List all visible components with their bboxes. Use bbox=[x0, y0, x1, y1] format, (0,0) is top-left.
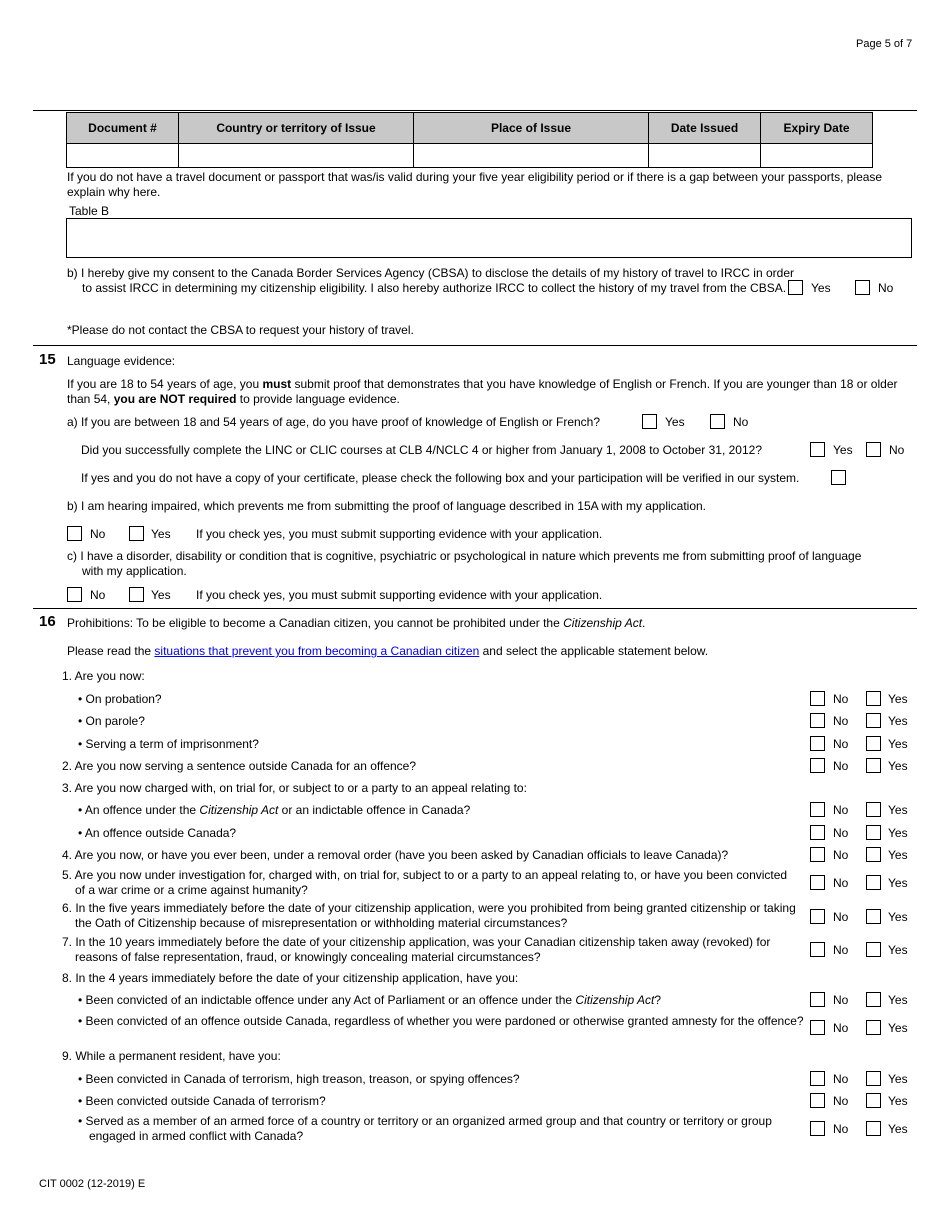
q2-no-checkbox[interactable] bbox=[810, 758, 825, 773]
col-date-issued: Date Issued bbox=[649, 113, 761, 144]
read-situations-text bbox=[67, 644, 708, 658]
q8b-yes-checkbox[interactable] bbox=[866, 1020, 881, 1035]
language-intro bbox=[67, 377, 915, 407]
q1b-yes-checkbox[interactable] bbox=[866, 713, 881, 728]
q9b-no-label: No bbox=[833, 1094, 849, 1108]
15a-no-label: No bbox=[733, 415, 749, 429]
q3a-label bbox=[78, 803, 470, 817]
q7-yes-checkbox[interactable] bbox=[866, 942, 881, 957]
q9b-no-checkbox[interactable] bbox=[810, 1093, 825, 1108]
q5-yes-label: Yes bbox=[888, 876, 908, 890]
q9-label: 9. While a permanent resident, have you: bbox=[62, 1049, 281, 1063]
section-15-number: 15 bbox=[39, 351, 56, 368]
q3a-part: • An offence under the bbox=[78, 803, 200, 817]
q8a-yes-label: Yes bbox=[888, 993, 908, 1007]
linc-no-label: No bbox=[889, 443, 905, 457]
linc-no-checkbox[interactable] bbox=[866, 442, 881, 457]
q7-no-checkbox[interactable] bbox=[810, 942, 825, 957]
q4-label: 4. Are you now, or have you ever been, under a removal order (have you been asked by Canadian officials to leave Canada)? bbox=[62, 848, 729, 862]
q9b-yes-checkbox[interactable] bbox=[866, 1093, 881, 1108]
title-part: . bbox=[642, 616, 646, 630]
q9b-label: • Been convicted outside Canada of terrorism? bbox=[78, 1094, 326, 1108]
document-number-input[interactable] bbox=[67, 144, 179, 168]
section-15-title: Language evidence: bbox=[67, 354, 176, 368]
15b-yes-label: Yes bbox=[151, 527, 171, 541]
q6-yes-checkbox[interactable] bbox=[866, 909, 881, 924]
q9c-yes-label: Yes bbox=[888, 1122, 908, 1136]
situations-link[interactable]: situations that prevent you from becoming a Canadian citizen bbox=[154, 644, 480, 658]
q9a-label: • Been convicted in Canada of terrorism, high treason, treason, or spying offences? bbox=[78, 1072, 520, 1086]
question-15a: a) If you are between 18 and 54 years of age, do you have proof of knowledge of English or French? bbox=[67, 415, 601, 429]
q9c-yes-checkbox[interactable] bbox=[866, 1121, 881, 1136]
table-row bbox=[67, 144, 873, 168]
expiry-date-input[interactable] bbox=[761, 144, 873, 168]
read-part: and select the applicable statement below. bbox=[479, 644, 709, 658]
consent-no-label: No bbox=[878, 281, 894, 295]
q1b-yes-label: Yes bbox=[888, 714, 908, 728]
15c-evidence-note: If you check yes, you must submit supporting evidence with your application. bbox=[196, 588, 603, 602]
q2-yes-label: Yes bbox=[888, 759, 908, 773]
q5-yes-checkbox[interactable] bbox=[866, 875, 881, 890]
q2-yes-checkbox[interactable] bbox=[866, 758, 881, 773]
15c-yes-checkbox[interactable] bbox=[129, 587, 144, 602]
read-part: Please read the bbox=[67, 644, 155, 658]
q8a-yes-checkbox[interactable] bbox=[866, 992, 881, 1007]
linc-question: Did you successfully complete the LINC or CLIC courses at CLB 4/NCLC 4 or higher from January 1, 2008 to October 31, 2012? bbox=[81, 443, 762, 457]
linc-yes-label: Yes bbox=[833, 443, 853, 457]
q6-no-checkbox[interactable] bbox=[810, 909, 825, 924]
q3a-part: or an indictable offence in Canada? bbox=[278, 803, 471, 817]
15a-yes-label: Yes bbox=[665, 415, 685, 429]
title-part: Prohibitions: To be eligible to become a Canadian citizen, you cannot be prohibited under the bbox=[67, 616, 564, 630]
q7-label: 7. In the 10 years immediately before the date of your citizenship application, was your Canadian citizenship taken away (revoked) for reasons of false representation, fraud, or knowingly concealing material circumstances? bbox=[62, 935, 771, 964]
q4-no-label: No bbox=[833, 848, 849, 862]
q3b-yes-label: Yes bbox=[888, 826, 908, 840]
q1a-no-label: No bbox=[833, 692, 849, 706]
intro-part: to provide language evidence. bbox=[236, 392, 400, 406]
q8a-label bbox=[78, 993, 661, 1007]
question-15c: c) I have a disorder, disability or condition that is cognitive, psychiatric or psychological in nature which prevents me from submitting proof of language with my application. bbox=[67, 549, 862, 578]
q8b-no-checkbox[interactable] bbox=[810, 1020, 825, 1035]
q3a-yes-label: Yes bbox=[888, 803, 908, 817]
question-15b: b) I am hearing impaired, which prevents me from submitting the proof of language described in 15A with my application. bbox=[67, 499, 706, 513]
q9b-yes-label: Yes bbox=[888, 1094, 908, 1108]
certificate-text: If yes and you do not have a copy of your certificate, please check the following box and your participation will be verified in our system. bbox=[81, 471, 800, 485]
col-place: Place of Issue bbox=[414, 113, 649, 144]
q1a-label: • On probation? bbox=[78, 692, 162, 706]
q1c-no-label: No bbox=[833, 737, 849, 751]
q9a-no-checkbox[interactable] bbox=[810, 1071, 825, 1086]
q6-label: 6. In the five years immediately before the date of your citizenship application, were you prohibited from being granted citizenship or taking the Oath of Citizenship because of misrepresentation or withholding material circumstances? bbox=[62, 901, 796, 930]
q3b-yes-checkbox[interactable] bbox=[866, 825, 881, 840]
q1c-yes-label: Yes bbox=[888, 737, 908, 751]
q1b-no-checkbox[interactable] bbox=[810, 713, 825, 728]
gap-explanation-text: If you do not have a travel document or passport that was/is valid during your five year eligibility period or if there is a gap between your passports, please explain why here. bbox=[67, 170, 883, 199]
q8a-part: ? bbox=[654, 993, 662, 1007]
q3-label: 3. Are you now charged with, on trial for, or subject to or a party to an appeal relating to: bbox=[62, 781, 527, 795]
q3a-no-label: No bbox=[833, 803, 849, 817]
q1a-yes-checkbox[interactable] bbox=[866, 691, 881, 706]
q8-label: 8. In the 4 years immediately before the date of your citizenship application, have you: bbox=[62, 971, 519, 985]
intro-part: submit proof that demonstrates that you have knowledge of English or French. If you are younger than 18 or older than 54, bbox=[67, 377, 898, 406]
q6-no-label: No bbox=[833, 910, 849, 924]
col-document-number: Document # bbox=[67, 113, 179, 144]
col-expiry-date: Expiry Date bbox=[761, 113, 873, 144]
q1-label: 1. Are you now: bbox=[62, 669, 145, 683]
q9a-yes-label: Yes bbox=[888, 1072, 908, 1086]
q2-no-label: No bbox=[833, 759, 849, 773]
country-input[interactable] bbox=[179, 144, 414, 168]
q7-yes-label: Yes bbox=[888, 943, 908, 957]
15a-yes-checkbox[interactable] bbox=[642, 414, 657, 429]
date-issued-input[interactable] bbox=[649, 144, 761, 168]
q3a-yes-checkbox[interactable] bbox=[866, 802, 881, 817]
consent-yes-label: Yes bbox=[811, 281, 831, 295]
q6-yes-label: Yes bbox=[888, 910, 908, 924]
15a-no-checkbox[interactable] bbox=[710, 414, 725, 429]
intro-part: If you are 18 to 54 years of age, you bbox=[67, 377, 263, 391]
15b-no-checkbox[interactable] bbox=[67, 526, 82, 541]
q9c-label: • Served as a member of an armed force of a country or territory or an organized armed group and that country or territory or group engaged in armed conflict with Canada? bbox=[78, 1114, 772, 1143]
linc-yes-checkbox[interactable] bbox=[810, 442, 825, 457]
section-16-number: 16 bbox=[39, 613, 56, 630]
intro-must: must bbox=[262, 377, 292, 391]
section-16-title bbox=[67, 616, 645, 630]
q1a-yes-label: Yes bbox=[888, 692, 908, 706]
q4-yes-checkbox[interactable] bbox=[866, 847, 881, 862]
q1a-no-checkbox[interactable] bbox=[810, 691, 825, 706]
q1c-yes-checkbox[interactable] bbox=[866, 736, 881, 751]
q1b-no-label: No bbox=[833, 714, 849, 728]
q3b-no-checkbox[interactable] bbox=[810, 825, 825, 840]
cbsa-note: *Please do not contact the CBSA to request your history of travel. bbox=[67, 323, 414, 337]
q8a-no-label: No bbox=[833, 993, 849, 1007]
table-b-label: Table B bbox=[69, 204, 110, 218]
q3a-no-checkbox[interactable] bbox=[810, 802, 825, 817]
q9a-yes-checkbox[interactable] bbox=[866, 1071, 881, 1086]
q2-label: 2. Are you now serving a sentence outside Canada for an offence? bbox=[62, 759, 417, 773]
col-country: Country or territory of Issue bbox=[179, 113, 414, 144]
section-divider bbox=[33, 608, 917, 609]
q1b-label: • On parole? bbox=[78, 714, 145, 728]
q1c-label: • Serving a term of imprisonment? bbox=[78, 737, 259, 751]
travel-document-table bbox=[66, 112, 873, 168]
15b-evidence-note: If you check yes, you must submit supporting evidence with your application. bbox=[196, 527, 603, 541]
q8a-part: • Been convicted of an indictable offence under any Act of Parliament or an offence under the bbox=[78, 993, 576, 1007]
q3b-no-label: No bbox=[833, 826, 849, 840]
q8a-no-checkbox[interactable] bbox=[810, 992, 825, 1007]
15c-no-checkbox[interactable] bbox=[67, 587, 82, 602]
q9c-no-checkbox[interactable] bbox=[810, 1121, 825, 1136]
q4-no-checkbox[interactable] bbox=[810, 847, 825, 862]
form-code: CIT 0002 (12-2019) E bbox=[39, 1178, 146, 1190]
consent-yes-checkbox[interactable] bbox=[788, 280, 803, 295]
15c-no-label: No bbox=[90, 588, 106, 602]
15b-yes-checkbox[interactable] bbox=[129, 526, 144, 541]
15c-yes-label: Yes bbox=[151, 588, 171, 602]
q4-yes-label: Yes bbox=[888, 848, 908, 862]
q3a-act: Citizenship Act bbox=[199, 803, 279, 817]
consent-no-checkbox[interactable] bbox=[855, 280, 870, 295]
section-divider bbox=[33, 345, 917, 346]
certificate-checkbox[interactable] bbox=[831, 470, 846, 485]
place-input[interactable] bbox=[414, 144, 649, 168]
q3b-label: • An offence outside Canada? bbox=[78, 826, 237, 840]
intro-not-required: you are NOT required bbox=[113, 392, 237, 406]
q8b-yes-label: Yes bbox=[888, 1021, 908, 1035]
q8b-label: • Been convicted of an offence outside Canada, regardless of whether you were pardoned or otherwise granted amnesty for the offence? bbox=[78, 1014, 804, 1028]
title-act: Citizenship Act bbox=[563, 616, 643, 630]
cbsa-consent-text: b) I hereby give my consent to the Canada Border Services Agency (CBSA) to disclose the details of my history of travel to IRCC in order to assist IRCC in determining my citizenship eligibility. I also hereby authorize IRCC to collect the history of my travel from the CBSA. bbox=[67, 266, 794, 295]
gap-explanation-field[interactable] bbox=[66, 218, 912, 258]
page-number: Page 5 of 7 bbox=[856, 38, 913, 50]
q5-no-checkbox[interactable] bbox=[810, 875, 825, 890]
q5-no-label: No bbox=[833, 876, 849, 890]
q8a-act: Citizenship Act bbox=[575, 993, 655, 1007]
q1c-no-checkbox[interactable] bbox=[810, 736, 825, 751]
q8b-no-label: No bbox=[833, 1021, 849, 1035]
q9a-no-label: No bbox=[833, 1072, 849, 1086]
q5-label: 5. Are you now under investigation for, charged with, on trial for, subject to or a party to an appeal relating to, or have you been convicted of a war crime or a crime against humanity? bbox=[62, 868, 788, 897]
top-divider bbox=[33, 110, 917, 111]
q7-no-label: No bbox=[833, 943, 849, 957]
15b-no-label: No bbox=[90, 527, 106, 541]
q9c-no-label: No bbox=[833, 1122, 849, 1136]
